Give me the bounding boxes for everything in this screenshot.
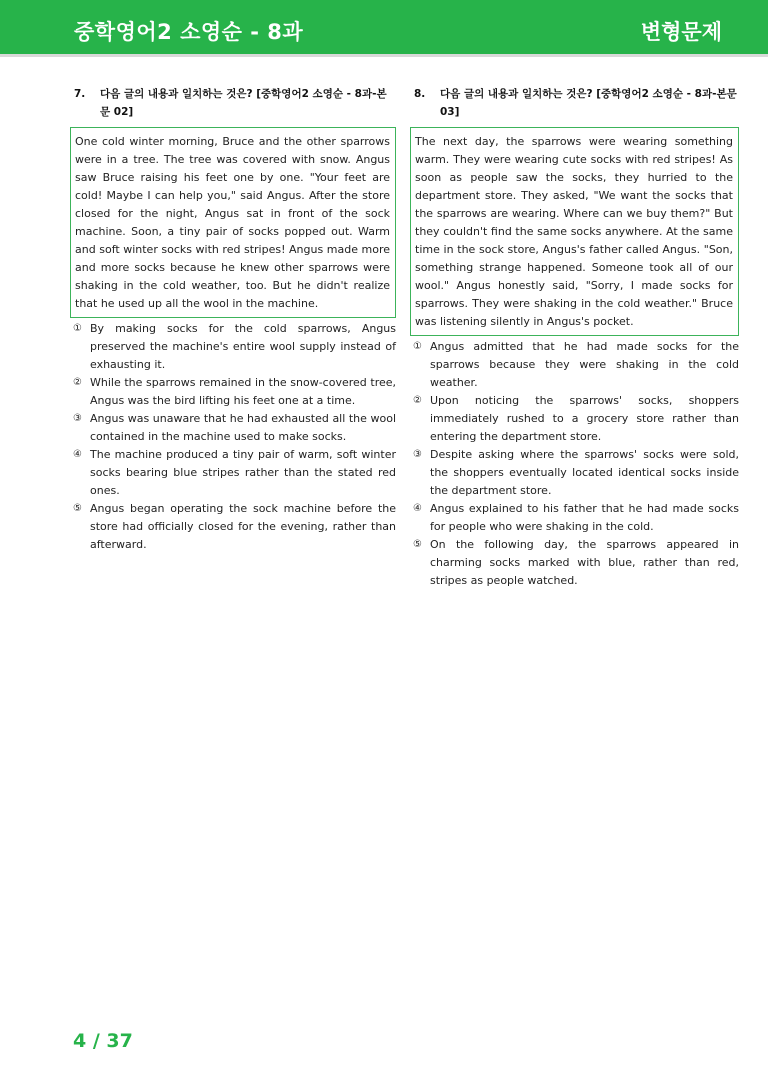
- option-text: Upon noticing the sparrows' socks, shoppers immediately rushed to a grocery store rather than entering the department store.: [430, 394, 739, 443]
- option-marker: ③: [73, 413, 82, 424]
- option-marker: ②: [413, 395, 422, 406]
- option-marker: ③: [413, 449, 422, 460]
- question-header: [70, 85, 396, 121]
- option-4[interactable]: [70, 446, 396, 500]
- option-text: On the following day, the sparrows appeared in charming socks marked with blue, rather than red, stripes as people watched.: [430, 538, 739, 587]
- option-text: The machine produced a tiny pair of warm, soft winter socks bearing blue stripes rather than the stated red ones.: [90, 448, 396, 497]
- option-text: By making socks for the cold sparrows, Angus preserved the machine's entire wool supply instead of exhausting it.: [90, 322, 396, 371]
- option-3[interactable]: [410, 446, 739, 500]
- question-header: [410, 85, 739, 121]
- question-number: 7.: [74, 88, 86, 100]
- option-5[interactable]: [410, 536, 739, 590]
- answer-options: [70, 320, 396, 554]
- option-3[interactable]: [70, 410, 396, 446]
- option-text: Angus began operating the sock machine before the store had officially closed for the evening, rather than afterward.: [90, 502, 396, 551]
- option-marker: ⑤: [413, 539, 422, 550]
- option-marker: ④: [73, 449, 82, 460]
- option-1[interactable]: [70, 320, 396, 374]
- option-text: While the sparrows remained in the snow-covered tree, Angus was the bird lifting his feet one at a time.: [90, 376, 396, 407]
- answer-options: [410, 338, 739, 590]
- passage-box: The next day, the sparrows were wearing something warm. They were wearing cute socks with red stripes! As soon as people saw the socks, they hurried to the department store. They asked, "We want the socks that the sparrows are wearing. Where can we buy them?" But they couldn't find the same socks anywhere. At the same time in the sock store, Angus's father called Angus. "Son, something strange happened. Someone took all of our wool." Angus honestly said, "Sorry, I made socks for sparrows. They were shaking in the cold weather." Bruce was listening silently in Angus's pocket.: [410, 127, 739, 336]
- option-marker: ②: [73, 377, 82, 388]
- option-2[interactable]: [70, 374, 396, 410]
- option-text: Angus was unaware that he had exhausted all the wool contained in the machine used to make socks.: [90, 412, 396, 443]
- question-7: [70, 85, 396, 554]
- question-prompt: 다음 글의 내용과 일치하는 것은? [중학영어2 소영순 - 8과-본문 02]: [100, 88, 387, 118]
- option-1[interactable]: [410, 338, 739, 392]
- option-text: Angus admitted that he had made socks for the sparrows because they were shaking in the cold weather.: [430, 340, 739, 389]
- option-5[interactable]: [70, 500, 396, 554]
- question-number: 8.: [414, 88, 426, 100]
- option-marker: ①: [413, 341, 422, 352]
- option-marker: ⑤: [73, 503, 82, 514]
- question-prompt: 다음 글의 내용과 일치하는 것은? [중학영어2 소영순 - 8과-본문 03]: [440, 88, 737, 118]
- option-4[interactable]: [410, 500, 739, 536]
- section-label: 변형문제: [640, 20, 722, 44]
- question-8: [410, 85, 739, 590]
- option-marker: ④: [413, 503, 422, 514]
- page-number: 4 / 37: [73, 1030, 133, 1052]
- option-marker: ①: [73, 323, 82, 334]
- document-title: 중학영어2 소영순 - 8과: [74, 20, 304, 44]
- page-header: [0, 0, 768, 57]
- option-2[interactable]: [410, 392, 739, 446]
- option-text: Angus explained to his father that he had made socks for people who were shaking in the cold.: [430, 502, 739, 533]
- passage-box: One cold winter morning, Bruce and the other sparrows were in a tree. The tree was covered with snow. Angus saw Bruce raising his feet one by one. "Your feet are cold! Maybe I can help you," said Angus. After the store closed for the night, Angus sat in front of the sock machine. Soon, a tiny pair of socks popped out. Warm and soft winter socks with red stripes! Angus made more and more socks because he knew other sparrows were shaking in the cold weather, too. But he didn't realize that he used up all the wool in the machine.: [70, 127, 396, 318]
- option-text: Despite asking where the sparrows' socks were sold, the shoppers eventually located identical socks inside the department store.: [430, 448, 739, 497]
